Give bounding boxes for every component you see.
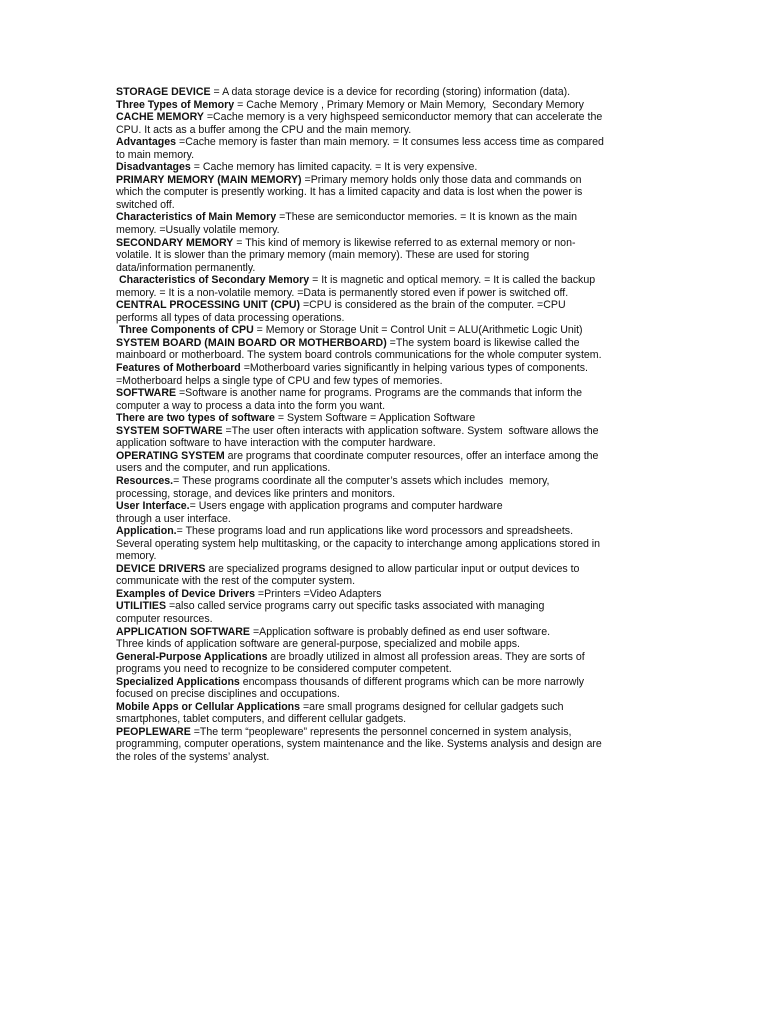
text-line — [116, 274, 656, 287]
text-line — [116, 676, 656, 689]
term-text: =Printers =Video Adapters — [254, 587, 382, 600]
term-label: Three Components of CPU — [116, 324, 254, 337]
term-label: SOFTWARE — [116, 387, 177, 400]
term-text: are specialized programs designed to allow particular input or output devices to — [205, 562, 580, 575]
term-text: =Cache memory is faster than main memory. = It consumes less access time as compared — [176, 136, 604, 149]
text-line — [116, 136, 656, 149]
term-text: =The system board is likewise called the — [386, 336, 580, 349]
paragraph-cache-memory — [116, 111, 656, 136]
text-line: communicate with the rest of the computer system. — [116, 575, 356, 588]
text-line: computer a way to process a data into the form you want. — [116, 399, 386, 412]
paragraph-peopleware — [116, 726, 656, 764]
term-label: SYSTEM BOARD (MAIN BOARD OR MOTHERBOARD) — [116, 336, 387, 349]
paragraph-utilities — [116, 600, 656, 625]
term-label: CENTRAL PROCESSING UNIT (CPU) — [116, 299, 301, 312]
paragraph-user-interface — [116, 500, 656, 525]
paragraph-three-types-of-memory — [116, 99, 656, 112]
term-label: SYSTEM SOFTWARE — [116, 424, 223, 437]
text-line: processing, storage, and devices like printers and monitors. — [116, 487, 396, 500]
term-text: = This kind of memory is likewise referred to as external memory or non- — [233, 236, 576, 249]
paragraph-characteristics-of-secondary-memory — [116, 274, 656, 299]
text-line — [116, 450, 656, 463]
paragraph-operating-system — [116, 450, 656, 475]
term-label: CACHE MEMORY — [116, 111, 204, 124]
term-text: =Motherboard varies significantly in helping various types of components. — [240, 362, 588, 375]
paragraph-primary-memory — [116, 174, 656, 212]
term-text: = Cache Memory , Primary Memory or Main Memory, Secondary Memory — [234, 98, 584, 111]
text-line — [116, 701, 656, 714]
term-text: = It is magnetic and optical memory. = It is called the backup — [309, 274, 596, 287]
text-line — [116, 412, 656, 425]
text-line: performs all types of data processing operations. — [116, 311, 345, 324]
paragraph-secondary-memory — [116, 237, 656, 275]
term-text: are broadly utilized in almost all profession areas. They are sorts of — [267, 650, 585, 663]
term-text: = These programs coordinate all the computer’s assets which includes memory, — [173, 474, 550, 487]
term-text: = Memory or Storage Unit = Control Unit = ALU(Arithmetic Logic Unit) — [253, 324, 583, 337]
term-label: DEVICE DRIVERS — [116, 562, 206, 575]
term-text: =Application software is probably defined as end user software. — [250, 625, 551, 638]
text-line: computer resources. — [116, 612, 213, 625]
text-line: to main memory. — [116, 148, 195, 161]
paragraph-application-software — [116, 626, 656, 651]
text-line — [116, 500, 656, 513]
text-line: the roles of the systems’ analyst. — [116, 750, 270, 763]
text-line — [116, 726, 656, 739]
paragraph-device-drivers — [116, 563, 656, 588]
paragraph-system-board — [116, 337, 656, 362]
term-text: = Users engage with application programs and computer hardware — [189, 500, 503, 513]
text-line: memory. = It is a non-volatile memory. =Data is permanently stored even if power is switched off. — [116, 286, 569, 299]
text-line: users and the computer, and run applications. — [116, 462, 331, 475]
text-line — [116, 387, 656, 400]
text-line: through a user interface. — [116, 512, 231, 525]
paragraph-advantages — [116, 136, 656, 161]
paragraph-features-of-motherboard — [116, 362, 656, 387]
text-line: smartphones, tablet computers, and different cellular gadgets. — [116, 713, 407, 726]
paragraph-general-purpose-applications — [116, 651, 656, 676]
text-line — [116, 337, 656, 350]
text-line: data/information permanently. — [116, 261, 256, 274]
term-label: STORAGE DEVICE — [116, 86, 211, 98]
text-line — [116, 563, 656, 576]
text-line — [116, 111, 656, 124]
term-text: = A data storage device is a device for recording (storing) information (data). — [210, 86, 571, 98]
term-text: =These are semiconductor memories. = It is known as the main — [276, 211, 578, 224]
text-line — [116, 525, 656, 538]
text-line: programming, computer operations, system maintenance and the like. Systems analysis and design are — [116, 738, 602, 751]
paragraph-examples-of-device-drivers — [116, 588, 656, 601]
text-line: mainboard or motherboard. The system board controls communications for the whole computer system. — [116, 349, 602, 362]
text-line: volatile. It is slower than the primary memory (main memory). These are used for storing — [116, 249, 530, 262]
text-line — [116, 651, 656, 664]
text-line: application software to have interaction with the computer hardware. — [116, 437, 436, 450]
text-line: CPU. It acts as a buffer among the CPU and the main memory. — [116, 123, 412, 136]
term-label: Resources. — [116, 474, 174, 487]
term-label: Mobile Apps or Cellular Applications — [116, 700, 301, 713]
term-text: encompass thousands of different programs which can be more narrowly — [239, 675, 585, 688]
term-text: = These programs load and run applications like word processors and spreadsheets. — [176, 525, 574, 538]
paragraph-three-components-of-cpu — [116, 324, 656, 337]
term-label: OPERATING SYSTEM — [116, 449, 225, 462]
term-label: Features of Motherboard — [116, 362, 241, 375]
text-line — [116, 600, 656, 613]
term-label: Examples of Device Drivers — [116, 587, 255, 600]
term-label: Specialized Applications — [116, 675, 240, 688]
text-line: Several operating system help multitasking, or the capacity to interchange among applications stored in — [116, 537, 601, 550]
term-label: Advantages — [116, 136, 177, 149]
term-text: =CPU is considered as the brain of the computer. =CPU — [300, 299, 566, 312]
term-text: =are small programs designed for cellular gadgets such — [300, 700, 564, 713]
term-text: =The term “peopleware” represents the personnel concerned in system analysis, — [190, 725, 572, 738]
paragraph-mobile-apps — [116, 701, 656, 726]
paragraph-resources — [116, 475, 656, 500]
paragraph-disadvantages — [116, 161, 656, 174]
paragraph-software — [116, 387, 656, 412]
text-line — [116, 475, 656, 488]
term-text: =Primary memory holds only those data and commands on — [301, 173, 582, 186]
paragraph-specialized-applications — [116, 676, 656, 701]
text-line — [116, 174, 656, 187]
term-label: Characteristics of Main Memory — [116, 211, 277, 224]
term-text: =Software is another name for programs. Programs are the commands that inform the — [176, 387, 583, 400]
text-line: focused on precise disciplines and occupations. — [116, 688, 340, 701]
term-label: PRIMARY MEMORY (MAIN MEMORY) — [116, 173, 302, 186]
text-line: memory. — [116, 550, 157, 563]
term-label: UTILITIES — [116, 600, 167, 613]
text-line — [116, 161, 656, 174]
text-line — [116, 86, 656, 99]
paragraph-application — [116, 525, 656, 563]
text-line — [116, 588, 656, 601]
text-line: switched off. — [116, 198, 175, 211]
paragraph-characteristics-of-main-memory — [116, 211, 656, 236]
term-label: There are two types of software — [116, 412, 275, 425]
paragraph-two-types-of-software — [116, 412, 656, 425]
term-text: =The user often interacts with application software. System software allows the — [222, 424, 599, 437]
term-label: Characteristics of Secondary Memory — [116, 274, 310, 287]
paragraph-central-processing-unit — [116, 299, 656, 324]
term-text: = Cache memory has limited capacity. = It is very expensive. — [190, 161, 478, 174]
text-line — [116, 425, 656, 438]
term-label: Disadvantages — [116, 161, 191, 174]
text-line — [116, 626, 656, 639]
document-body — [116, 86, 656, 764]
text-line — [116, 99, 656, 112]
term-text: are programs that coordinate computer resources, offer an interface among the — [224, 449, 599, 462]
term-label: General-Purpose Applications — [116, 650, 268, 663]
text-line: memory. =Usually volatile memory. — [116, 224, 280, 237]
term-label: User Interface. — [116, 500, 190, 513]
text-line — [116, 324, 656, 337]
term-text: =also called service programs carry out specific tasks associated with managing — [166, 600, 545, 613]
paragraph-storage-device — [116, 86, 656, 99]
term-text: = System Software = Application Software — [274, 412, 476, 425]
paragraph-system-software — [116, 425, 656, 450]
term-text: =Cache memory is a very highspeed semiconductor memory that can accelerate the — [203, 111, 603, 124]
text-line: programs you need to recognize to be considered computer competent. — [116, 663, 452, 676]
text-line: Three kinds of application software are general-purpose, specialized and mobile apps. — [116, 638, 520, 651]
term-label: Three Types of Memory — [116, 98, 235, 111]
text-line — [116, 237, 656, 250]
term-label: SECONDARY MEMORY — [116, 236, 234, 249]
text-line: which the computer is presently working. It has a limited capacity and data is lost when the power is — [116, 186, 583, 199]
term-label: PEOPLEWARE — [116, 725, 191, 738]
text-line: =Motherboard helps a single type of CPU and few types of memories. — [116, 374, 443, 387]
text-line — [116, 362, 656, 375]
text-line — [116, 211, 656, 224]
term-label: Application. — [116, 525, 177, 538]
text-line — [116, 299, 656, 312]
term-label: APPLICATION SOFTWARE — [116, 625, 250, 638]
